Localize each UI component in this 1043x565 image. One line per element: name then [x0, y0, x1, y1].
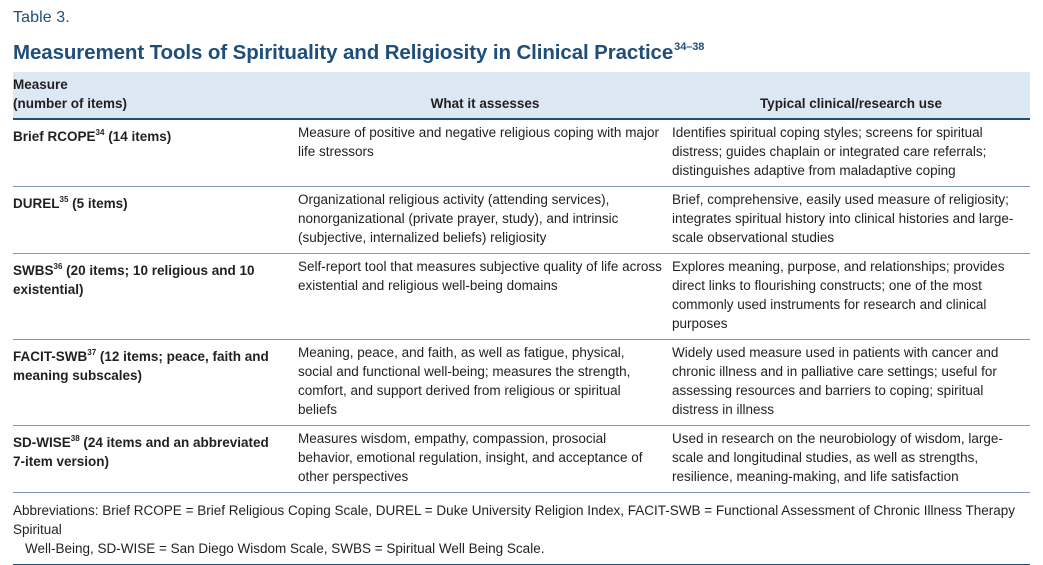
measure-cell: DUREL$^{35}$ (5 items) [13, 195, 128, 211]
footnote-line2: Well-Being, SD-WISE = San Diego Wisdom Scale, SWBS = Spiritual Well Being Scale. [25, 541, 545, 556]
table-container [13, 8, 1030, 565]
use-cell: Explores meaning, purpose, and relationships; provides direct links to flourishing constructs; one of the most commonly used instruments for research and clinical purposes [672, 259, 1005, 331]
table-row [13, 187, 1030, 254]
title-references: 34–38 [674, 41, 705, 53]
header-use: Typical clinical/research use [759, 96, 943, 111]
measure-cell: Brief RCOPE$^{34}$ (14 items) [13, 128, 172, 144]
table-title [13, 34, 1030, 66]
assesses-cell: Self-report tool that measures subjective quality of life across existential and religious well-being domains [298, 259, 662, 293]
measure-cell: SD-WISE$^{38}$ (24 items and an abbreviated 7-item version) [13, 434, 269, 469]
use-cell: Widely used measure used in patients with cancer and chronic illness and in palliative care settings; useful for assessing resources and barriers to coping; spiritual distress in illness [672, 345, 999, 417]
measure-cell: SWBS$^{36}$ (20 items; 10 religious and 10 existential) [13, 262, 255, 297]
table-row [13, 426, 1030, 493]
use-cell: Brief, comprehensive, easily used measure of religiosity; integrates spiritual history into clinical histories and large-scale observational studies [672, 192, 1014, 245]
table-title-text: Measurement Tools of Spirituality and Religiosity in Clinical Practice [13, 41, 674, 64]
assesses-cell: Measure of positive and negative religious coping with major life stressors [298, 125, 659, 159]
footnote-line1: Abbreviations: Brief RCOPE = Brief Religious Coping Scale, DUREL = Duke University Religion Index, FACIT-SWB = Functional Assessment of Chronic Illness Therapy Spiritual [13, 503, 1016, 537]
assesses-cell: Meaning, peace, and faith, as well as fatigue, physical, social and functional well-being; measures the strength, comfort, and support derived from religious or spiritual beliefs [298, 345, 631, 417]
use-cell: Identifies spiritual coping styles; screens for spiritual distress; guides chaplain or integrated care referrals; distinguishes adaptive from maladaptive coping [672, 125, 987, 178]
measure-cell: FACIT-SWB$^{37}$ (12 items; peace, faith and meaning subscales) [13, 348, 269, 383]
measurement-tools-table [13, 72, 1030, 492]
header-measure-line1: Measure [13, 77, 68, 92]
header-measure [13, 72, 298, 119]
table-footnote [13, 492, 1030, 558]
header-measure-line2: (number of items) [13, 96, 128, 111]
assesses-cell: Measures wisdom, empathy, compassion, prosocial behavior, emotional regulation, insight, and acceptance of other perspectives [298, 431, 643, 484]
header-assesses: What it assesses [430, 96, 540, 111]
header-row [13, 72, 1030, 119]
use-cell: Used in research on the neurobiology of wisdom, large-scale and longitudinal studies, as well as strengths, resilience, meaning-making, and life satisfaction [672, 431, 1003, 484]
table-label: Table 3. [13, 9, 70, 26]
assesses-cell: Organizational religious activity (attending services), nonorganizational (private prayer, study), and intrinsic (subjective, internalized beliefs) religiosity [298, 192, 619, 245]
table-row [13, 119, 1030, 187]
table-row [13, 340, 1030, 426]
table-row [13, 254, 1030, 340]
